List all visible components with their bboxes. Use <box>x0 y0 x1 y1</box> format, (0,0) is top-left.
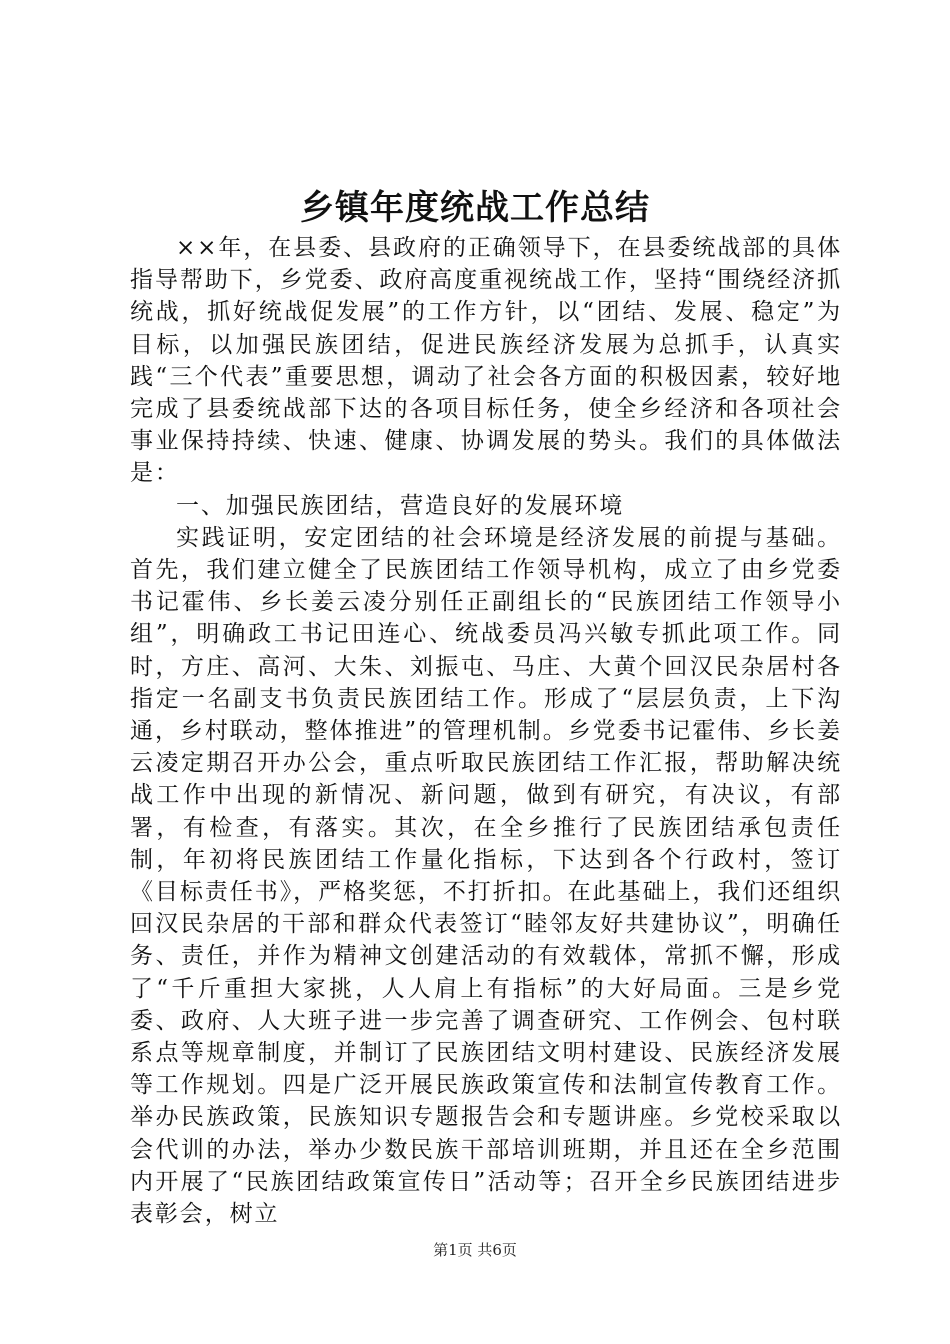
document-title: 乡镇年度统战工作总结 <box>300 188 650 228</box>
page-number-footer: 第1页 共6页 <box>433 1241 517 1259</box>
paragraph-body: 实践证明，安定团结的社会环境是经济发展的前提与基础。首先，我们建立健全了民族团结工作领导机构，成立了由乡党委书记霍伟、乡长姜云凌分别任正副组长的“民族团结工作领导小组”，明确政工书记田连心、统战委员冯兴敏专抓此项工作。同时，方庄、高河、大朱、刘振屯、马庄、大黄个回汉民杂居村各指定一名副支书负责民族团结工作。形成了“层层负责，上下沟通，乡村联动，整体推进”的管理机制。乡党委书记霍伟、乡长姜云凌定期召开办公会，重点听取民族团结工作汇报，帮助解决统战工作中出现的新情况、新问题，做到有研究，有决议，有部署，有检查，有落实。其次，在全乡推行了民族团结承包责任制，年初将民族团结工作量化指标，下达到各个行政村，签订《目标责任书》，严格奖惩，不打折扣。在此基础上，我们还组织回汉民杂居的干部和群众代表签订“睦邻友好共建协议”，明确任务、责任，并作为精神文创建活动的有效载体，常抓不懈，形成了“千斤重担大家挑，人人肩上有指标”的大好局面。三是乡党委、政府、人大班子进一步完善了调查研究、工作例会、包村联系点等规章制度，并制订了民族团结文明村建设、民族经济发展等工作规划。四是广泛开展民族政策宣传和法制宣传教育工作。举办民族政策，民族知识专题报告会和专题讲座。乡党校采取以会代训的办法，举办少数民族干部培训班期，并且还在全乡范围内开展了“民族团结政策宣传日”活动等；召开全乡民族团结进步表彰会，树立 <box>130 524 842 1228</box>
paragraph-intro: ××年，在县委、县政府的正确领导下，在县委统战部的具体指导帮助下，乡党委、政府高度重视统战工作，坚持“围绕经济抓统战，抓好统战促发展”的工作方针，以“团结、发展、稳定”为目标，以加强民族团结，促进民族经济发展为总抓手，认真实践“三个代表”重要思想，调动了社会各方面的积极因素，较好地完成了县委统战部下达的各项目标任务，使全乡经济和各项社会事业保持持续、快速、健康、协调发展的势头。我们的具体做法是： <box>130 235 842 487</box>
section-heading: 一、加强民族团结，营造良好的发展环境 <box>176 492 625 519</box>
document-body <box>130 232 842 1230</box>
